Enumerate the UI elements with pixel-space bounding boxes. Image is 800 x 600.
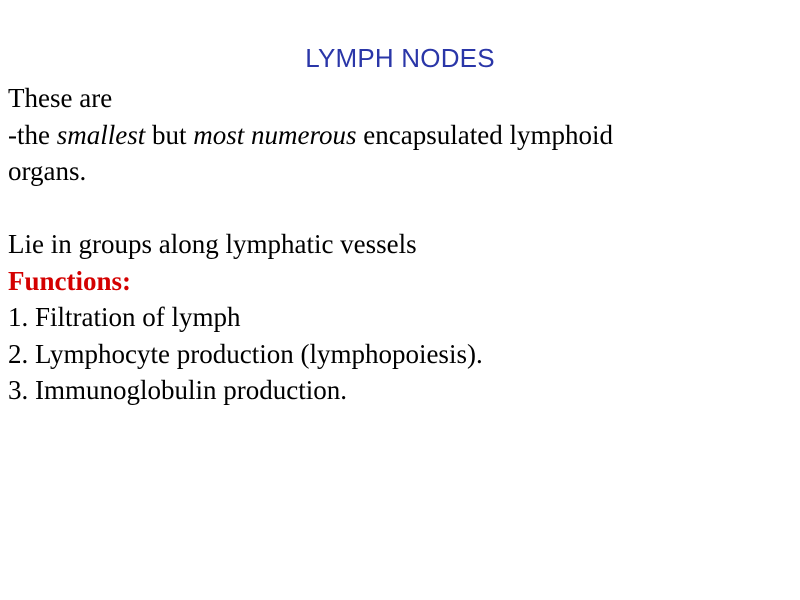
definition-prefix: -the (8, 119, 57, 150)
slide-body (8, 80, 788, 409)
functions-heading: Functions: (8, 265, 132, 296)
most-numerous-emphasis: most numerous (193, 119, 357, 150)
location-line: Lie in groups along lymphatic vessels (8, 229, 417, 259)
function-item-immunoglobulin: 3. Immunoglobulin production. (8, 375, 347, 405)
spacer (8, 190, 788, 227)
function-item-filtration: 1. Filtration of lymph (8, 302, 241, 332)
function-item-lymphopoiesis: 2. Lymphocyte production (lymphopoiesis). (8, 338, 483, 369)
slide-title: LYMPH NODES (305, 43, 495, 73)
definition-continuation: organs. (8, 156, 87, 186)
intro-line: These are (8, 83, 113, 113)
definition-line (8, 117, 788, 154)
definition-suffix: encapsulated lymphoid (356, 119, 613, 150)
definition-middle: but (145, 119, 194, 150)
smallest-emphasis: smallest (56, 119, 146, 150)
